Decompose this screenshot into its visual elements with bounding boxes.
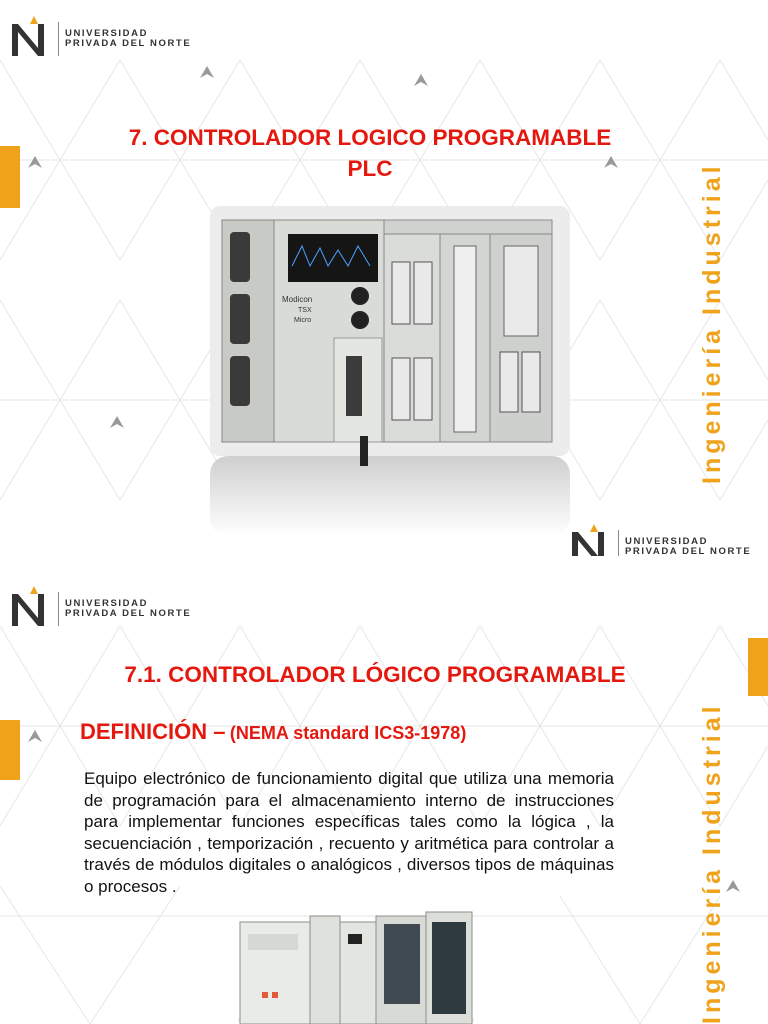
logo-line-2: PRIVADA DEL NORTE bbox=[65, 608, 192, 619]
definition-source: (NEMA standard ICS3-1978) bbox=[229, 723, 467, 743]
upn-n-icon bbox=[8, 586, 54, 632]
logo-divider bbox=[618, 530, 619, 556]
accent-tab bbox=[0, 146, 20, 208]
definition-heading bbox=[80, 719, 466, 745]
upn-logo bbox=[8, 586, 191, 632]
plc-model-sub: Micro bbox=[294, 317, 312, 324]
logo-divider bbox=[58, 22, 59, 56]
side-label: Ingeniería Industrial bbox=[698, 702, 726, 1024]
upn-logo-footer bbox=[568, 524, 751, 556]
plc-modular-photo bbox=[236, 908, 476, 1024]
logo-text bbox=[625, 537, 751, 556]
slide-title-line-1: 7. CONTROLADOR LOGICO PROGRAMABLE bbox=[128, 125, 612, 150]
plc-model-label: TSX bbox=[298, 307, 312, 314]
slide-title-line-2: PLC bbox=[347, 156, 393, 181]
upn-n-icon bbox=[8, 16, 54, 62]
logo-divider bbox=[58, 592, 59, 626]
plc-photo bbox=[210, 206, 570, 536]
upn-n-icon bbox=[568, 524, 614, 556]
slide-title bbox=[60, 122, 680, 184]
definition-label: DEFINICIÓN – bbox=[80, 719, 226, 744]
side-label: Ingeniería Industrial bbox=[698, 162, 726, 484]
logo-line-1: UNIVERSIDAD bbox=[65, 28, 149, 39]
accent-tab-left bbox=[0, 720, 20, 780]
slide-title: 7.1. CONTROLADOR LÓGICO PROGRAMABLE bbox=[124, 662, 626, 687]
logo-line-2: PRIVADA DEL NORTE bbox=[65, 38, 192, 49]
upn-logo bbox=[8, 16, 191, 62]
slide-plc-definition bbox=[0, 556, 768, 1024]
logo-line-1: UNIVERSIDAD bbox=[65, 598, 149, 609]
accent-tab-right bbox=[748, 638, 768, 696]
logo-text bbox=[65, 29, 191, 49]
logo-text bbox=[65, 599, 191, 619]
logo-line-1: UNIVERSIDAD bbox=[625, 536, 709, 547]
logo-line-2: PRIVADA DEL NORTE bbox=[625, 546, 752, 556]
plc-brand-label: Modicon bbox=[282, 295, 313, 304]
definition-text: Equipo electrónico de funcionamiento digital que utiliza una memoria de programación para el almacenamiento interno de instrucciones para implementar funciones específicas tales como la lógica , la secuenciación , temporización , recuento y aritmética para controlar a través de módulos digitales o analógicos , diversos tipos de máquinas o procesos . bbox=[84, 769, 614, 896]
